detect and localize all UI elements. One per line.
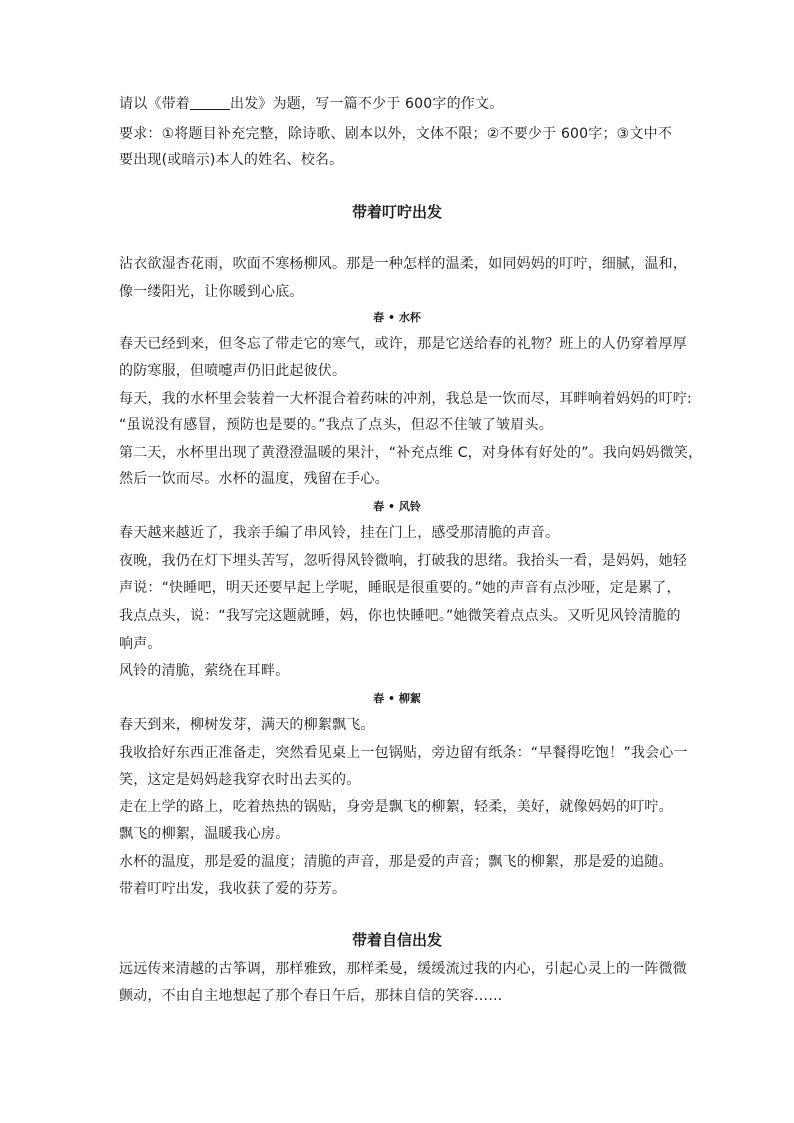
section2-line: 春天越来越近了，我亲手编了串风铃，挂在门上，感受那清脆的声音。: [119, 525, 560, 541]
section-heading-willow-catkins: 春 • 柳絮: [373, 692, 421, 705]
essay1-intro-line: 沾衣欲湿杏花雨，吹面不寒杨柳风。那是一种怎样的温柔，如同妈妈的叮咛，细腻，温和，: [119, 256, 687, 272]
section2-line: 我点点头，说：“我写完这题就睡，妈，你也快睡吧。”她微笑着点点头。又听见风铃清脆的: [119, 608, 681, 624]
essay1-title: 带着叮咛出发: [351, 203, 442, 221]
section1-line: 第二天，水杯里出现了黄澄澄温暖的果汁，“补充点维 C，对身体有好处的”。我向妈妈微笑，: [119, 445, 703, 461]
title-blank: [190, 95, 230, 110]
essay2-line: 颤动，不由自主地想起了那个春日午后，那抹自信的笑容……: [119, 988, 503, 1004]
section3-line: 笑，这定是妈妈趁我穿衣时出去买的。: [119, 772, 361, 788]
section1-line: 然后一饮而尽。水杯的温度，残留在手心。: [119, 471, 389, 487]
essay1-intro-line: 像一缕阳光，让你暖到心底。: [119, 284, 304, 300]
section1-line: 的防寒服，但喷嚏声仍旧此起彼伏。: [119, 363, 347, 379]
section3-line: 带着叮咛出发，我收获了爱的芬芳。: [119, 881, 347, 897]
section3-line: 走在上学的路上，吃着热热的锅贴，身旁是飘飞的柳絮，轻柔，美好，就像妈妈的叮咛。: [119, 799, 673, 815]
section3-line: 我收拾好东西正准备走，突然看见桌上一包锅贴，旁边留有纸条：“早餐得吃饱！”我会心一: [119, 745, 688, 761]
section2-line: 声说：“快睡吧，明天还要早起上学呢，睡眠是很重要的。”她的声音有点沙哑，定是累了，: [119, 580, 681, 596]
section1-line: “虽说没有感冒，预防也是要的。”我点了点头，但忍不住皱了皱眉头。: [119, 417, 553, 433]
section2-line: 夜晚，我仍在灯下埋头苦写，忽听得风铃微响，打破我的思绪。我抬头一看，是妈妈，她轻: [119, 553, 687, 569]
section1-line: 每天，我的水杯里会装着一大杯混合着药味的冲剂，我总是一饮而尽，耳畔响着妈妈的叮咛:: [119, 391, 692, 407]
section3-line: 水杯的温度，那是爱的温度；清脆的声音，那是爱的声音；飘飞的柳絮，那是爱的追随。: [119, 854, 673, 870]
section3-line: 飘飞的柳絮，温暖我心房。: [119, 826, 290, 842]
section2-line: 风铃的清脆，萦绕在耳畔。: [119, 663, 290, 679]
section-heading-wind-chime: 春 • 风铃: [373, 500, 421, 513]
section3-line: 春天到来，柳树发芽，满天的柳絮飘飞。: [119, 717, 375, 733]
prompt-line-1: [119, 91, 679, 117]
essay2-line: 远远传来清越的古筝调，那样雅致，那样柔曼，缓缓流过我的内心，引起心灵上的一阵微微: [119, 961, 687, 977]
section-heading-water-cup: 春 • 水杯: [373, 311, 421, 324]
essay2-title: 带着自信出发: [351, 931, 442, 949]
section1-line: 春天已经到来，但冬忘了带走它的寒气，或许，那是它送给春的礼物？班上的人仍穿着厚厚: [119, 336, 687, 352]
prompt-requirements-line-1: 要求：①将题目补充完整，除诗歌、剧本以外，文体不限；②不要少于 600字；③文中不: [119, 126, 673, 142]
prompt-text-after: 出发》为题，写一篇不少于 600字的作文。: [230, 96, 504, 112]
prompt-text-before: 请以《带着: [119, 96, 190, 112]
prompt-requirements-line-2: 要出现(或暗示)本人的姓名、校名。: [119, 152, 344, 168]
section2-line: 响声。: [119, 636, 162, 652]
